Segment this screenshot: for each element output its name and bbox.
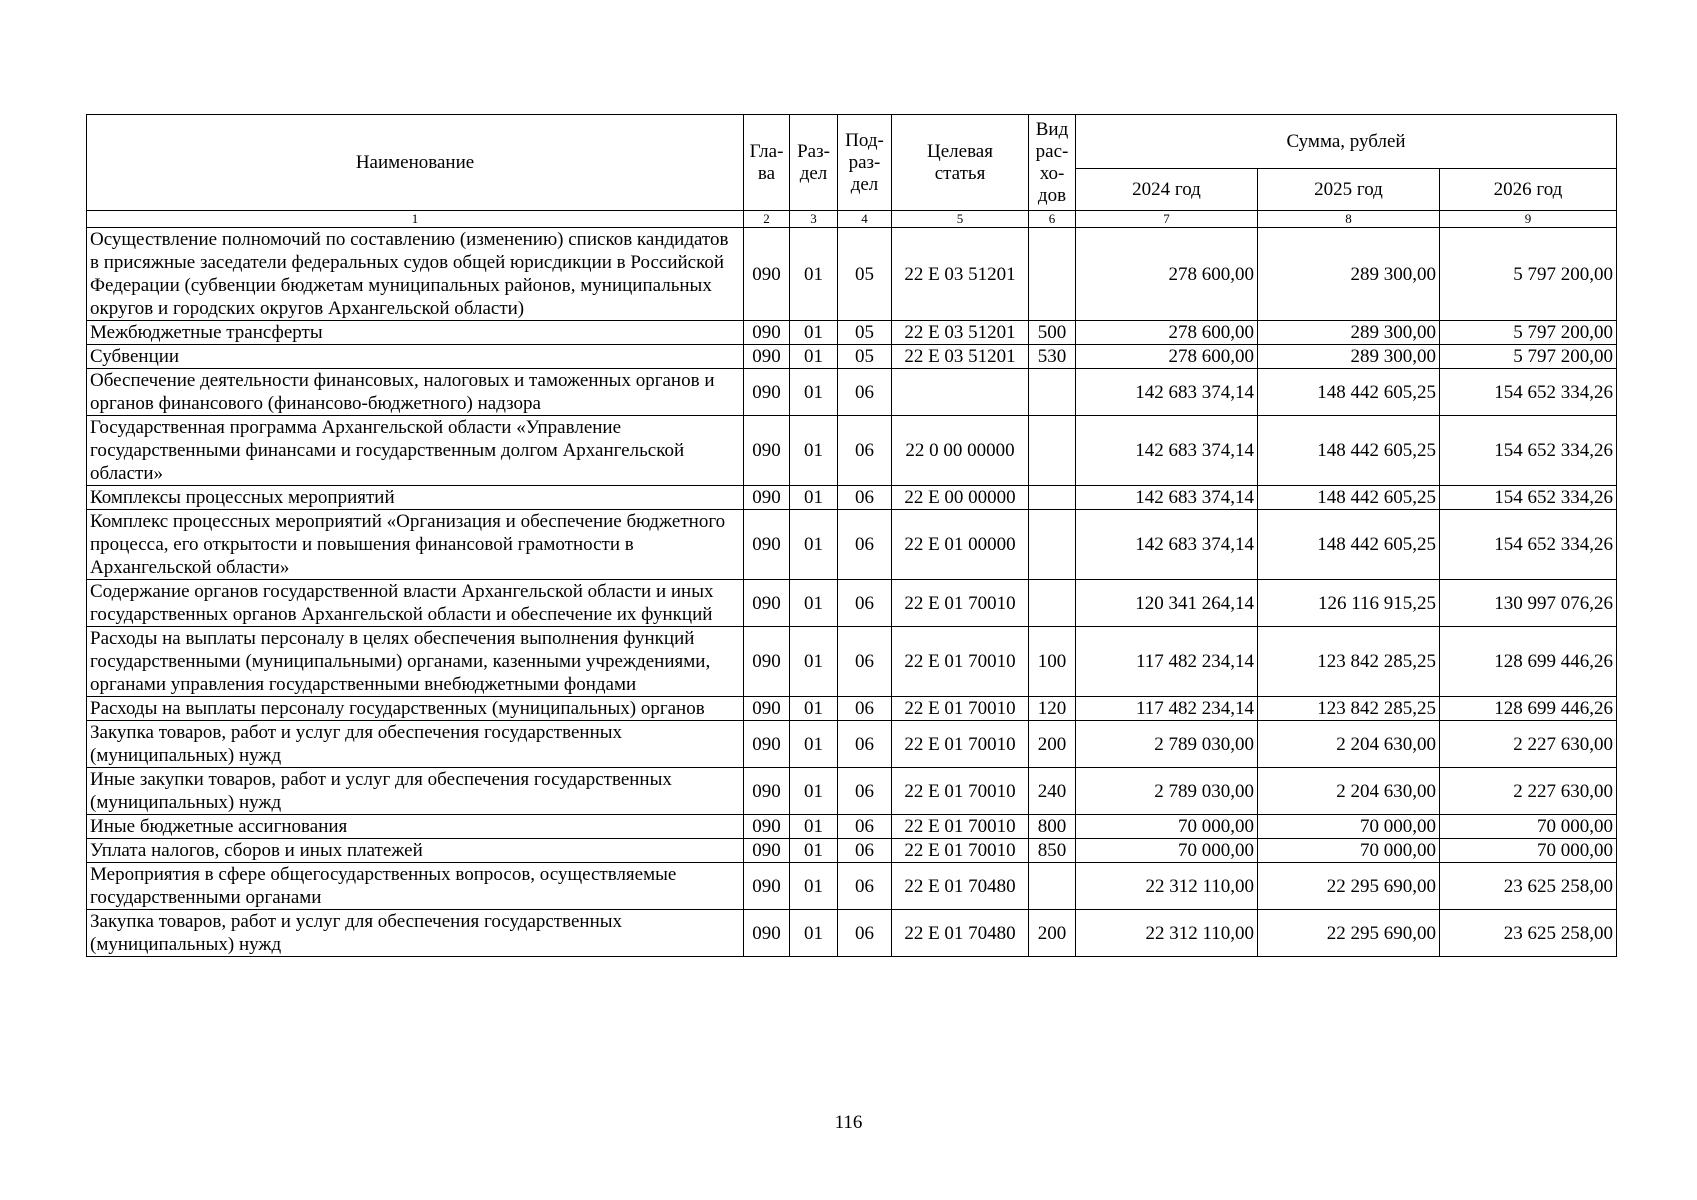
amount-2026-cell: 128 699 446,26 — [1440, 627, 1617, 697]
section-cell: 01 — [790, 486, 838, 510]
section-cell: 01 — [790, 345, 838, 369]
table-row — [87, 510, 1617, 580]
amount-2026-cell: 23 625 258,00 — [1440, 910, 1617, 957]
amount-2024-cell: 142 683 374,14 — [1076, 416, 1258, 486]
section-cell: 01 — [790, 768, 838, 815]
kind-cell: 120 — [1029, 697, 1076, 721]
header-name: Наименование — [87, 115, 744, 211]
kind-cell — [1029, 486, 1076, 510]
table-row — [87, 839, 1617, 863]
chapter-cell: 090 — [744, 486, 790, 510]
amount-2024-cell: 142 683 374,14 — [1076, 369, 1258, 416]
kind-cell: 100 — [1029, 627, 1076, 697]
section-cell: 01 — [790, 815, 838, 839]
header-2025: 2025 год — [1258, 169, 1440, 211]
subsection-cell: 05 — [838, 228, 892, 321]
amount-2025-cell: 22 295 690,00 — [1258, 863, 1440, 910]
section-cell: 01 — [790, 369, 838, 416]
subsection-cell: 06 — [838, 580, 892, 627]
table-body — [87, 211, 1617, 957]
section-cell: 01 — [790, 627, 838, 697]
column-number: 8 — [1258, 211, 1440, 228]
subsection-cell: 06 — [838, 627, 892, 697]
amount-2025-cell: 123 842 285,25 — [1258, 697, 1440, 721]
kind-cell: 850 — [1029, 839, 1076, 863]
chapter-cell: 090 — [744, 910, 790, 957]
chapter-cell: 090 — [744, 863, 790, 910]
subsection-cell: 06 — [838, 768, 892, 815]
amount-2026-cell: 154 652 334,26 — [1440, 416, 1617, 486]
header-subsection-label: Под- раз- дел — [845, 129, 884, 195]
name-cell: Осуществление полномочий по составлению (изменению) списков кандидатов в присяжные заседатели федеральных судов общей юрисдикции в Российской Федерации (субвенции бюджетам муниципальных районов, муниципальных округов и городских округов Архангельской области) — [87, 228, 744, 321]
amount-2025-cell: 2 204 630,00 — [1258, 721, 1440, 768]
section-cell: 01 — [790, 910, 838, 957]
target-cell: 22 Е 03 51201 — [892, 228, 1029, 321]
target-cell: 22 Е 01 70010 — [892, 815, 1029, 839]
subsection-cell: 06 — [838, 815, 892, 839]
chapter-cell: 090 — [744, 321, 790, 345]
chapter-cell: 090 — [744, 697, 790, 721]
kind-cell — [1029, 416, 1076, 486]
amount-2026-cell: 5 797 200,00 — [1440, 345, 1617, 369]
table-row — [87, 416, 1617, 486]
name-cell: Иные бюджетные ассигнования — [87, 815, 744, 839]
amount-2026-cell: 154 652 334,26 — [1440, 486, 1617, 510]
kind-cell: 500 — [1029, 321, 1076, 345]
table-row — [87, 345, 1617, 369]
name-cell: Субвенции — [87, 345, 744, 369]
column-number: 6 — [1029, 211, 1076, 228]
amount-2026-cell: 130 997 076,26 — [1440, 580, 1617, 627]
chapter-cell: 090 — [744, 580, 790, 627]
table-row — [87, 321, 1617, 345]
name-cell: Комплексы процессных мероприятий — [87, 486, 744, 510]
amount-2025-cell: 289 300,00 — [1258, 228, 1440, 321]
section-cell: 01 — [790, 416, 838, 486]
amount-2024-cell: 117 482 234,14 — [1076, 697, 1258, 721]
section-cell: 01 — [790, 580, 838, 627]
amount-2024-cell: 117 482 234,14 — [1076, 627, 1258, 697]
target-cell: 22 Е 01 70010 — [892, 627, 1029, 697]
amount-2025-cell: 22 295 690,00 — [1258, 910, 1440, 957]
chapter-cell: 090 — [744, 839, 790, 863]
subsection-cell: 06 — [838, 369, 892, 416]
name-cell: Обеспечение деятельности финансовых, налоговых и таможенных органов и органов финансового (финансово-бюджетного) надзора — [87, 369, 744, 416]
chapter-cell: 090 — [744, 345, 790, 369]
amount-2025-cell: 289 300,00 — [1258, 345, 1440, 369]
name-cell: Содержание органов государственной власти Архангельской области и иных государственных органов Архангельской области и обеспечение их функций — [87, 580, 744, 627]
column-number: 3 — [790, 211, 838, 228]
table-row — [87, 486, 1617, 510]
amount-2024-cell: 120 341 264,14 — [1076, 580, 1258, 627]
section-cell: 01 — [790, 321, 838, 345]
target-cell: 22 Е 00 00000 — [892, 486, 1029, 510]
amount-2026-cell: 70 000,00 — [1440, 815, 1617, 839]
amount-2024-cell: 2 789 030,00 — [1076, 768, 1258, 815]
name-cell: Иные закупки товаров, работ и услуг для обеспечения государственных (муниципальных) нужд — [87, 768, 744, 815]
amount-2024-cell: 22 312 110,00 — [1076, 863, 1258, 910]
name-cell: Закупка товаров, работ и услуг для обеспечения государственных (муниципальных) нужд — [87, 910, 744, 957]
column-number: 2 — [744, 211, 790, 228]
target-cell: 22 Е 01 70480 — [892, 863, 1029, 910]
subsection-cell: 05 — [838, 345, 892, 369]
name-cell: Расходы на выплаты персоналу в целях обеспечения выполнения функций государственными (муниципальными) органами, казенными учреждениями, органами управления государственными внебюджетными фондами — [87, 627, 744, 697]
amount-2026-cell: 2 227 630,00 — [1440, 768, 1617, 815]
header-sum: Сумма, рублей — [1076, 115, 1617, 169]
kind-cell: 200 — [1029, 721, 1076, 768]
budget-table — [86, 114, 1617, 957]
amount-2025-cell: 148 442 605,25 — [1258, 510, 1440, 580]
table-row — [87, 627, 1617, 697]
amount-2025-cell: 70 000,00 — [1258, 839, 1440, 863]
subsection-cell: 06 — [838, 863, 892, 910]
header-kind — [1029, 115, 1076, 211]
kind-cell — [1029, 863, 1076, 910]
amount-2025-cell: 289 300,00 — [1258, 321, 1440, 345]
name-cell: Межбюджетные трансферты — [87, 321, 744, 345]
amount-2024-cell: 22 312 110,00 — [1076, 910, 1258, 957]
subsection-cell: 06 — [838, 721, 892, 768]
column-number: 7 — [1076, 211, 1258, 228]
amount-2026-cell: 154 652 334,26 — [1440, 369, 1617, 416]
kind-cell: 530 — [1029, 345, 1076, 369]
section-cell: 01 — [790, 839, 838, 863]
subsection-cell: 06 — [838, 697, 892, 721]
target-cell: 22 Е 03 51201 — [892, 321, 1029, 345]
name-cell: Уплата налогов, сборов и иных платежей — [87, 839, 744, 863]
chapter-cell: 090 — [744, 627, 790, 697]
amount-2024-cell: 70 000,00 — [1076, 815, 1258, 839]
header-section-label: Раз- дел — [797, 140, 830, 184]
amount-2025-cell: 126 116 915,25 — [1258, 580, 1440, 627]
amount-2025-cell: 148 442 605,25 — [1258, 369, 1440, 416]
amount-2024-cell: 2 789 030,00 — [1076, 721, 1258, 768]
target-cell: 22 Е 01 70010 — [892, 697, 1029, 721]
header-2026: 2026 год — [1440, 169, 1617, 211]
amount-2026-cell: 23 625 258,00 — [1440, 863, 1617, 910]
amount-2025-cell: 2 204 630,00 — [1258, 768, 1440, 815]
header-chapter-label: Гла- ва — [749, 140, 784, 184]
chapter-cell: 090 — [744, 510, 790, 580]
section-cell: 01 — [790, 697, 838, 721]
column-number: 9 — [1440, 211, 1617, 228]
name-cell: Закупка товаров, работ и услуг для обеспечения государственных (муниципальных) нужд — [87, 721, 744, 768]
amount-2024-cell: 278 600,00 — [1076, 345, 1258, 369]
chapter-cell: 090 — [744, 768, 790, 815]
amount-2025-cell: 123 842 285,25 — [1258, 627, 1440, 697]
amount-2025-cell: 70 000,00 — [1258, 815, 1440, 839]
amount-2026-cell: 70 000,00 — [1440, 839, 1617, 863]
section-cell: 01 — [790, 510, 838, 580]
target-cell: 22 Е 03 51201 — [892, 345, 1029, 369]
target-cell: 22 Е 01 70010 — [892, 721, 1029, 768]
table-row — [87, 910, 1617, 957]
chapter-cell: 090 — [744, 721, 790, 768]
chapter-cell: 090 — [744, 815, 790, 839]
amount-2026-cell: 154 652 334,26 — [1440, 510, 1617, 580]
target-cell: 22 Е 01 70480 — [892, 910, 1029, 957]
header-target — [892, 115, 1029, 211]
header-target-label: Целевая статья — [927, 140, 993, 184]
table-row — [87, 815, 1617, 839]
table-row — [87, 369, 1617, 416]
target-cell: 22 Е 01 70010 — [892, 839, 1029, 863]
name-cell: Комплекс процессных мероприятий «Организация и обеспечение бюджетного процесса, его открытости и повышения финансовой грамотности в Архангельской области» — [87, 510, 744, 580]
table-row — [87, 228, 1617, 321]
name-cell: Государственная программа Архангельской области «Управление государственными финансами и государственным долгом Архангельской области» — [87, 416, 744, 486]
target-cell: 22 Е 01 00000 — [892, 510, 1029, 580]
target-cell: 22 Е 01 70010 — [892, 580, 1029, 627]
target-cell: 22 0 00 00000 — [892, 416, 1029, 486]
amount-2024-cell: 278 600,00 — [1076, 321, 1258, 345]
page-number: 116 — [834, 1112, 863, 1133]
subsection-cell: 05 — [838, 321, 892, 345]
amount-2025-cell: 148 442 605,25 — [1258, 486, 1440, 510]
amount-2025-cell: 148 442 605,25 — [1258, 416, 1440, 486]
name-cell: Расходы на выплаты персоналу государственных (муниципальных) органов — [87, 697, 744, 721]
table-row — [87, 697, 1617, 721]
amount-2024-cell: 142 683 374,14 — [1076, 510, 1258, 580]
amount-2026-cell: 2 227 630,00 — [1440, 721, 1617, 768]
column-number: 4 — [838, 211, 892, 228]
section-cell: 01 — [790, 228, 838, 321]
section-cell: 01 — [790, 721, 838, 768]
kind-cell — [1029, 510, 1076, 580]
name-cell: Мероприятия в сфере общегосударственных вопросов, осуществляемые государственными органами — [87, 863, 744, 910]
amount-2024-cell: 278 600,00 — [1076, 228, 1258, 321]
section-cell: 01 — [790, 863, 838, 910]
header-section — [790, 115, 838, 211]
amount-2026-cell: 5 797 200,00 — [1440, 228, 1617, 321]
table-row — [87, 721, 1617, 768]
kind-cell — [1029, 580, 1076, 627]
target-cell: 22 Е 01 70010 — [892, 768, 1029, 815]
chapter-cell: 090 — [744, 416, 790, 486]
column-number: 5 — [892, 211, 1029, 228]
amount-2024-cell: 70 000,00 — [1076, 839, 1258, 863]
subsection-cell: 06 — [838, 839, 892, 863]
column-number: 1 — [87, 211, 744, 228]
chapter-cell: 090 — [744, 228, 790, 321]
header-2024: 2024 год — [1076, 169, 1258, 211]
kind-cell — [1029, 369, 1076, 416]
subsection-cell: 06 — [838, 510, 892, 580]
subsection-cell: 06 — [838, 486, 892, 510]
header-chapter — [744, 115, 790, 211]
chapter-cell: 090 — [744, 369, 790, 416]
subsection-cell: 06 — [838, 416, 892, 486]
subsection-cell: 06 — [838, 910, 892, 957]
target-cell — [892, 369, 1029, 416]
amount-2026-cell: 128 699 446,26 — [1440, 697, 1617, 721]
table-row — [87, 580, 1617, 627]
kind-cell: 240 — [1029, 768, 1076, 815]
kind-cell — [1029, 228, 1076, 321]
header-kind-label: Вид рас- хо- дов — [1035, 118, 1069, 206]
kind-cell: 800 — [1029, 815, 1076, 839]
column-number-row — [87, 211, 1617, 228]
table-row — [87, 863, 1617, 910]
amount-2024-cell: 142 683 374,14 — [1076, 486, 1258, 510]
header-subsection — [838, 115, 892, 211]
amount-2026-cell: 5 797 200,00 — [1440, 321, 1617, 345]
kind-cell: 200 — [1029, 910, 1076, 957]
table-row — [87, 768, 1617, 815]
